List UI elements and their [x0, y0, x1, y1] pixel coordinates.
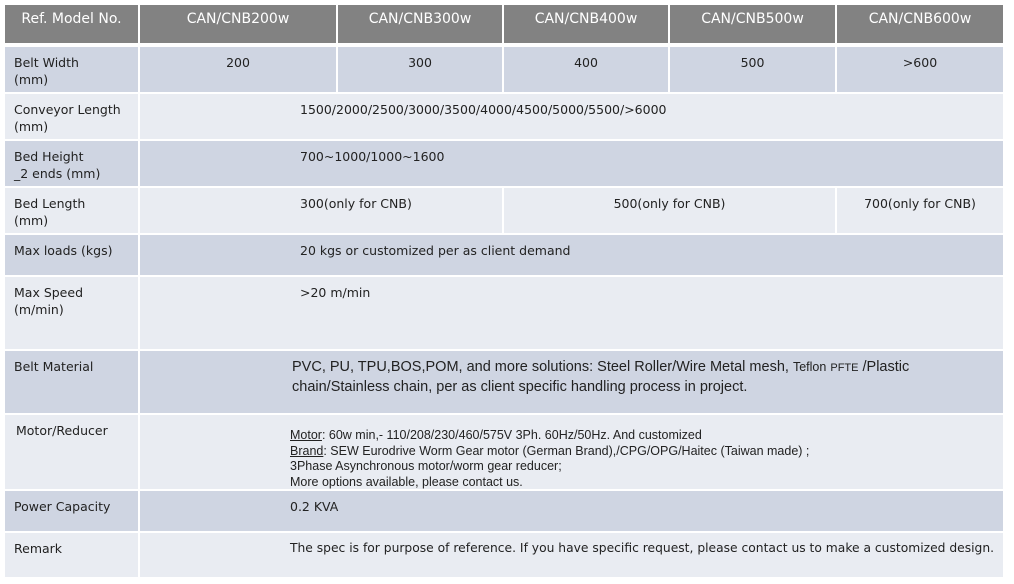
row-belt-material — [5, 351, 1003, 413]
belt-width-value: 300 — [408, 55, 432, 70]
bed-length-value: 300(only for CNB) — [300, 196, 412, 211]
row-belt-width — [5, 47, 1003, 92]
belt-width-value: >600 — [902, 55, 938, 70]
motor-type-line: 3Phase Asynchronous motor/worm gear reducer; — [290, 459, 562, 473]
row-max-speed — [5, 277, 1003, 349]
row-label: Max loads (kgs) — [5, 235, 138, 275]
row-label: Belt Material — [5, 351, 138, 413]
row-remark — [5, 533, 1003, 577]
brand-line: Brand: SEW Eurodrive Worm Gear motor (German Brand),/CPG/OPG/Haitec (Taiwan made) ; — [290, 443, 810, 458]
header-model: CAN/CNB400w — [504, 5, 668, 43]
motor-line: Motor: 60w min,- 110/208/230/460/575V 3Ph. 60Hz/50Hz. And customized — [290, 428, 702, 442]
row-label: Max Speed (m/min) — [5, 277, 138, 349]
max-loads-value: 20 kgs or customized per as client demand — [300, 243, 571, 258]
max-speed-value: >20 m/min — [300, 285, 371, 300]
spec-table — [5, 5, 1003, 577]
row-label: Bed Length (mm) — [5, 188, 138, 233]
bed-length-value: 700(only for CNB) — [864, 196, 976, 211]
row-label: Motor/Reducer — [5, 415, 138, 489]
row-label: Remark — [5, 533, 138, 577]
motor-reducer-value — [290, 415, 1000, 489]
conveyor-length-value: 1500/2000/2500/3000/3500/4000/4500/5000/5500/>6000 — [300, 102, 667, 117]
header-model: CAN/CNB300w — [338, 5, 502, 43]
header-label: Ref. Model No. — [5, 5, 138, 43]
row-power-capacity — [5, 491, 1003, 531]
remark-value: The spec is for purpose of reference. If you have specific request, please contact us to make a customized design. — [290, 541, 995, 555]
belt-material-value — [292, 351, 1000, 413]
row-label: Bed Height _2 ends (mm) — [5, 141, 138, 186]
header-row — [5, 5, 1003, 43]
contact-line: More options available, please contact us. — [290, 474, 523, 489]
belt-material-line-1: PVC, PU, TPU,BOS,POM, and more solutions: Steel Roller/Wire Metal mesh, Teflon PFTE /Plastic — [292, 359, 910, 375]
belt-width-value: 200 — [226, 55, 250, 70]
belt-material-line-2: chain/Stainless chain, per as client specific handling process in project. — [292, 379, 748, 395]
power-capacity-value: 0.2 KVA — [290, 499, 339, 514]
row-bed-height — [5, 141, 1003, 186]
header-model: CAN/CNB600w — [837, 5, 1003, 43]
row-label: Belt Width (mm) — [5, 47, 138, 92]
belt-width-value: 400 — [574, 55, 598, 70]
row-motor-reducer — [5, 415, 1003, 489]
row-bed-length — [5, 188, 1003, 233]
row-label: Power Capacity — [5, 491, 138, 531]
row-max-loads — [5, 235, 1003, 275]
header-model: CAN/CNB500w — [670, 5, 835, 43]
row-conveyor-length — [5, 94, 1003, 139]
bed-height-value: 700~1000/1000~1600 — [300, 149, 445, 164]
bed-length-value: 500(only for CNB) — [613, 196, 726, 211]
header-model: CAN/CNB200w — [140, 5, 336, 43]
row-label: Conveyor Length (mm) — [5, 94, 138, 139]
belt-width-value: 500 — [740, 55, 765, 70]
